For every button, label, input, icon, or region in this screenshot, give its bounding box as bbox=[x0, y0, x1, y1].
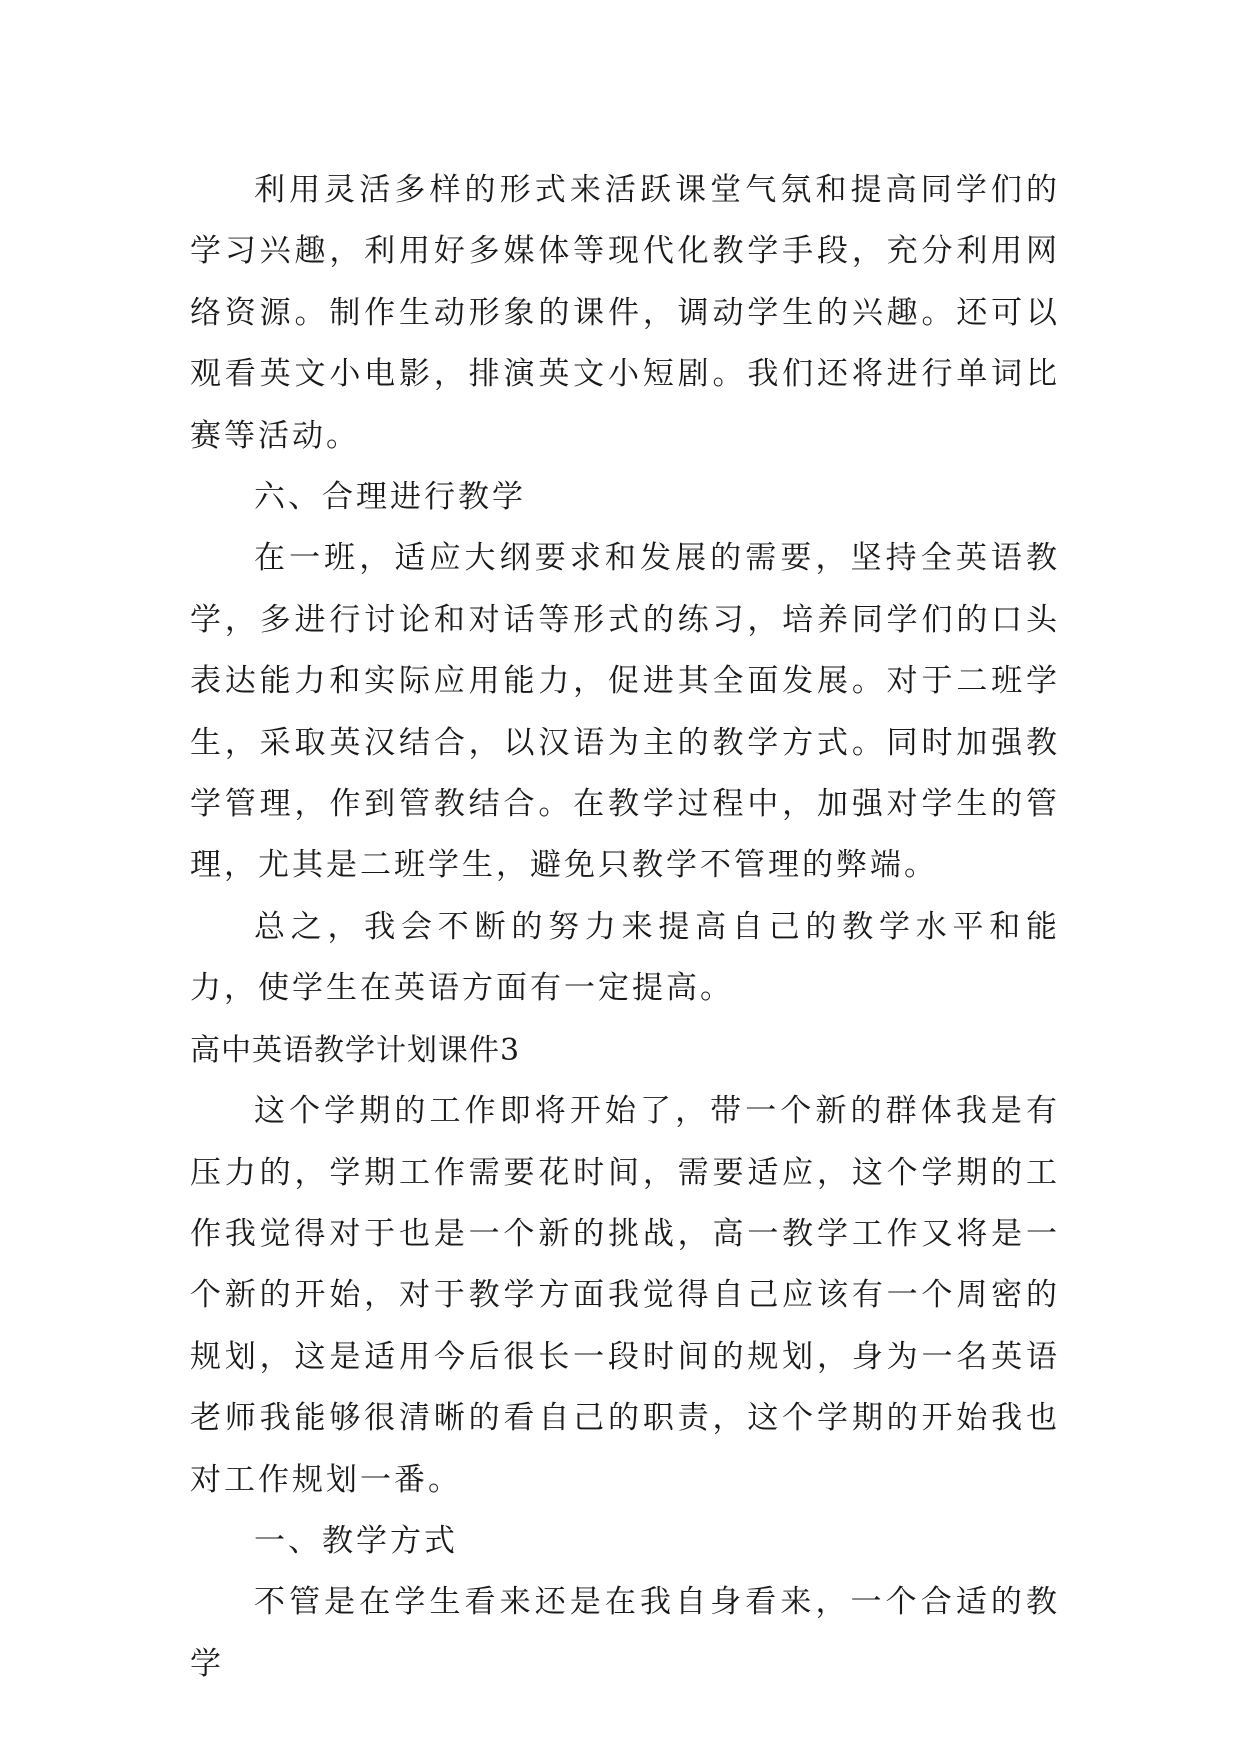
paragraph-teaching-method: 不管是在学生看来还是在我自身看来，一个合适的教学 bbox=[190, 1584, 1060, 1682]
paragraph-new-semester: 这个学期的工作即将开始了，带一个新的群体我是有压力的，学期工作需要花时间，需要适应，这个学期的工作我觉得对于也是一个新的挑战，高一教学工作又将是一个新的开始，对于教学方面我觉得自己应该有一个周密的规划，这是适用今后很长一段时间的规划，身为一名英语老师我能够很清晰的看自己的职责，这个学期的开始我也对工作规划一番。 bbox=[190, 1093, 1060, 1498]
paragraph-activities: 利用灵活多样的形式来活跃课堂气氛和提高同学们的学习兴趣，利用好多媒体等现代化教学手段，充分利用网络资源。制作生动形象的课件，调动学生的兴趣。还可以观看英文小电影，排演英文小短剧。我们还将进行单词比赛等活动。 bbox=[190, 172, 1060, 454]
paragraph-summary: 总之，我会不断的努力来提高自己的教学水平和能力，使学生在英语方面有一定提高。 bbox=[190, 908, 1060, 1007]
paragraph-class-teaching: 在一班，适应大纲要求和发展的需要，坚持全英语教学，多进行讨论和对话等形式的练习，培养同学们的口头表达能力和实际应用能力，促进其全面发展。对于二班学生，采取英汉结合，以汉语为主的教学方式。同时加强教学管理，作到管教结合。在教学过程中，加强对学生的管理，尤其是二班学生，避免只教学不管理的弊端。 bbox=[190, 540, 1060, 884]
document-body bbox=[190, 160, 1060, 1695]
document-subtitle: 高中英语教学计划课件3 bbox=[190, 1032, 521, 1068]
section-heading-teaching-reasonably: 六、合理进行教学 bbox=[254, 479, 526, 516]
section-heading-teaching-method: 一、教学方式 bbox=[254, 1522, 458, 1559]
